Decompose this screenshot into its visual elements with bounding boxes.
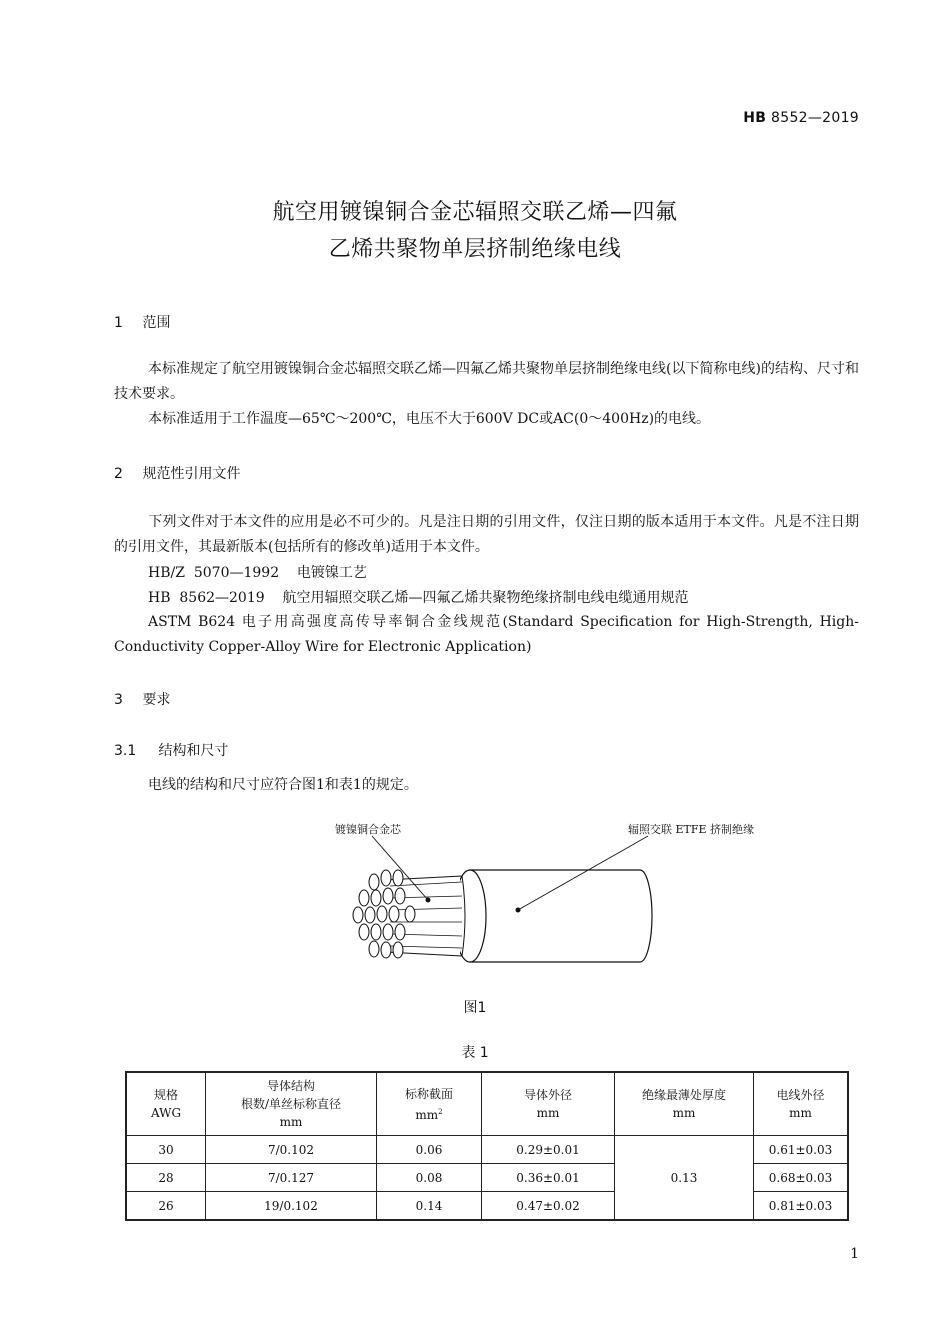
header-insulation-thickness: 绝缘最薄处厚度 mm [615,1072,754,1136]
standard-code-prefix: HB [743,110,767,126]
standard-code [743,110,859,126]
wire-drawing [330,812,770,972]
cell-area: 0.14 [377,1192,482,1221]
page-number: 1 [850,1246,859,1262]
cell-wire-od: 0.81±0.03 [754,1192,849,1221]
section-title: 范围 [142,315,171,331]
table-caption: 表 1 [461,1045,489,1061]
header-awg: 规格 AWG [126,1072,206,1136]
section-number: 1 [114,315,123,331]
figure-caption: 图1 [463,1000,487,1016]
cell-wire-od: 0.61±0.03 [754,1136,849,1164]
cell-insulation-thickness: 0.13 [615,1136,754,1221]
cell-awg: 30 [126,1136,206,1164]
scope-paragraph-2: 本标准适用于工作温度—65℃～200℃，电压不大于600V DC或AC(0～400Hz)的电线。 [148,411,711,427]
cell-conductor-od: 0.36±0.01 [482,1164,615,1192]
reference-hbz-5070: HB/Z 5070—1992 电镀镍工艺 [148,565,367,581]
table-header-row [126,1072,848,1136]
section-3-heading [114,689,170,709]
section-2-heading [114,463,240,483]
section-number: 3.1 [114,743,137,759]
cell-structure: 19/0.102 [206,1192,377,1221]
header-area: 标称截面 $mm^2$ [377,1072,482,1136]
table-row [126,1136,848,1164]
header-structure: 导体结构 根数/单丝标称直径 mm [206,1072,377,1136]
section-1-heading [114,312,170,332]
cell-wire-od: 0.68±0.03 [754,1164,849,1192]
title-line-1: 航空用镀镍铜合金芯辐照交联乙烯—四氟 [272,200,678,225]
cell-conductor-od: 0.29±0.01 [482,1136,615,1164]
section-3-1-heading [114,740,228,760]
insulation-label: 辐照交联 ETFE 挤制绝缘 [628,823,755,836]
cell-area: 0.08 [377,1164,482,1192]
cell-awg: 28 [126,1164,206,1192]
cell-area: 0.06 [377,1136,482,1164]
cell-structure: 7/0.127 [206,1164,377,1192]
section-number: 2 [114,466,123,482]
core-label: 镀镍铜合金芯 [335,823,401,836]
section-title: 结构和尺寸 [158,743,229,759]
section-number: 3 [114,692,123,708]
reference-hb-8562: HB 8562—2019 航空用辐照交联乙烯—四氟乙烯共聚物绝缘挤制电线电缆通用规范 [148,590,689,606]
structure-paragraph: 电线的结构和尺寸应符合图1和表1的规定。 [148,777,418,793]
scope-paragraph-1: 本标准规定了航空用镀镍铜合金芯辐照交联乙烯—四氟乙烯共聚物单层挤制绝缘电线(以下简称电线)的结构、尺寸和技术要求。 [114,361,859,402]
title-line-2: 乙烯共聚物单层挤制绝缘电线 [328,237,622,262]
cell-structure: 7/0.102 [206,1136,377,1164]
section-title: 要求 [142,692,171,708]
reference-astm-b624: ASTM B624 电子用高强度高传导率铜合金线规范(Standard Specification for High-Strength, High-Conductivity Copper-Alloy Wire for Electronic Application) [114,614,859,655]
spec-table [125,1071,849,1221]
cell-conductor-od: 0.47±0.02 [482,1192,615,1221]
section-title: 规范性引用文件 [142,466,241,482]
cell-awg: 26 [126,1192,206,1221]
header-wire-od: 电线外径 mm [754,1072,849,1136]
wire-figure [330,812,770,972]
references-intro: 下列文件对于本文件的应用是必不可少的。凡是注日期的引用文件，仅注日期的版本适用于本文件。凡是不注日期的引用文件，其最新版本(包括所有的修改单)适用于本文件。 [114,514,859,555]
document-title [0,194,950,268]
header-conductor-od: 导体外径 mm [482,1072,615,1136]
standard-code-number: 8552—2019 [771,110,859,126]
